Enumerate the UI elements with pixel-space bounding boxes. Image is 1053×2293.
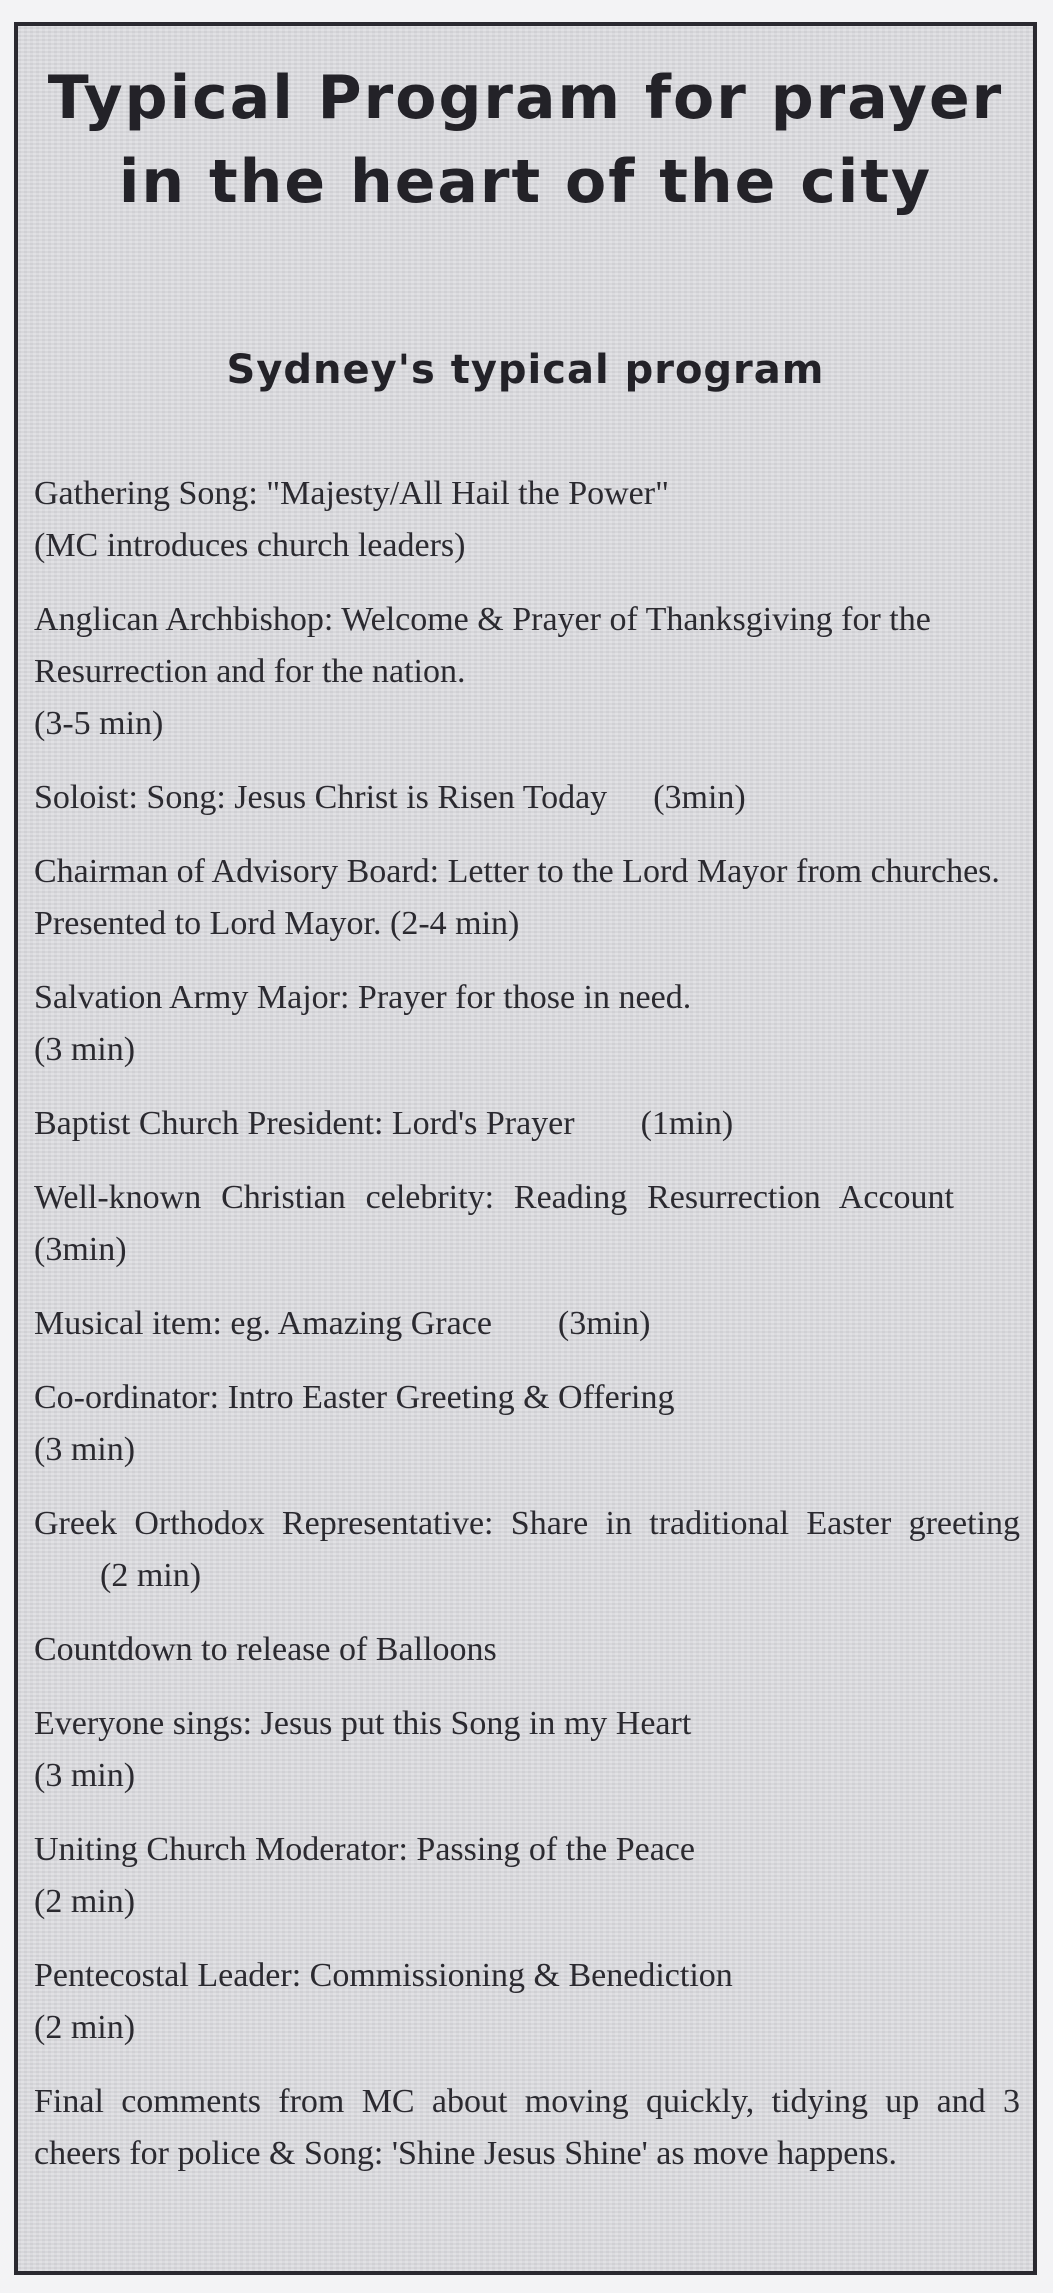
program-item-duration: (2 min)	[100, 1557, 202, 1594]
program-item-musical-item	[34, 1298, 1020, 1350]
program-item-text: Countdown to release of Balloons	[34, 1631, 497, 1668]
program-item-duration: (2 min)	[34, 2009, 136, 2046]
program-item-text: Chairman of Advisory Board: Letter to the Lord Mayor from churches. Presented to Lord Mayor.	[34, 853, 1000, 942]
program-item-duration: (3 min)	[34, 1431, 136, 1468]
program-item-duration: (3min)	[34, 1231, 127, 1268]
program-item-text: Gathering Song: "Majesty/All Hail the Power"	[34, 475, 669, 512]
program-item-text: Soloist: Song: Jesus Christ is Risen Today	[34, 779, 608, 816]
program-item-baptist-church	[34, 1098, 1020, 1150]
program-item-coordinator	[34, 1372, 1020, 1476]
program-item-text: Everyone sings: Jesus put this Song in my Heart	[34, 1705, 692, 1742]
program-panel	[14, 22, 1037, 2275]
program-item-soloist	[34, 772, 1020, 824]
program-item-pentecostal-leader	[34, 1950, 1020, 2054]
program-item-greek-orthodox	[34, 1498, 1020, 1602]
program-item-text: Co-ordinator: Intro Easter Greeting & Offering	[34, 1379, 675, 1416]
program-item-everyone-sings	[34, 1698, 1020, 1802]
program-item-duration: (2 min)	[34, 1883, 136, 1920]
program-item-text: Baptist Church President: Lord's Prayer	[34, 1105, 575, 1142]
program-item-final-comments	[34, 2076, 1020, 2180]
program-item-note: (MC introduces church leaders)	[34, 527, 466, 564]
program-item-duration: (3-5 min)	[34, 705, 164, 742]
program-item-duration: (3 min)	[34, 1031, 136, 1068]
program-item-balloons	[34, 1624, 1020, 1676]
program-list	[34, 468, 1020, 2202]
program-item-text: Anglican Archbishop: Welcome & Prayer of Thanksgiving for the Resurrection and for the nation.	[34, 601, 931, 690]
program-item-text: Uniting Church Moderator: Passing of the Peace	[34, 1831, 695, 1868]
page-title: Typical Program for prayer in the heart of the city	[47, 63, 1004, 217]
program-item-christian-celebrity	[34, 1172, 1020, 1276]
program-item-text: Salvation Army Major: Prayer for those in need.	[34, 979, 692, 1016]
page-subtitle: Sydney's typical program	[226, 347, 825, 393]
program-item-uniting-church	[34, 1824, 1020, 1928]
program-item-text: Well-known Christian celebrity: Reading Resurrection Account	[34, 1179, 954, 1216]
program-item-salvation-army	[34, 972, 1020, 1076]
program-item-text: Final comments from MC about moving quickly, tidying up and 3 cheers for police & Song: 'Shine Jesus Shine' as move happens.	[34, 2083, 1020, 2172]
program-item-anglican-archbishop	[34, 594, 1020, 750]
program-item-duration: (2-4 min)	[390, 905, 520, 942]
program-item-duration: (3min)	[653, 779, 746, 816]
program-item-duration: (3min)	[557, 1305, 651, 1342]
program-item-text: Musical item: eg. Amazing Grace	[34, 1305, 492, 1342]
program-item-text: Greek Orthodox Representative: Share in traditional Easter greeting	[34, 1505, 1020, 1542]
program-item-gathering-song	[34, 468, 1020, 572]
program-item-duration: (1min)	[640, 1105, 734, 1142]
program-item-text: Pentecostal Leader: Commissioning & Benediction	[34, 1957, 733, 1994]
program-item-duration: (3 min)	[34, 1757, 136, 1794]
program-item-advisory-board	[34, 846, 1020, 950]
